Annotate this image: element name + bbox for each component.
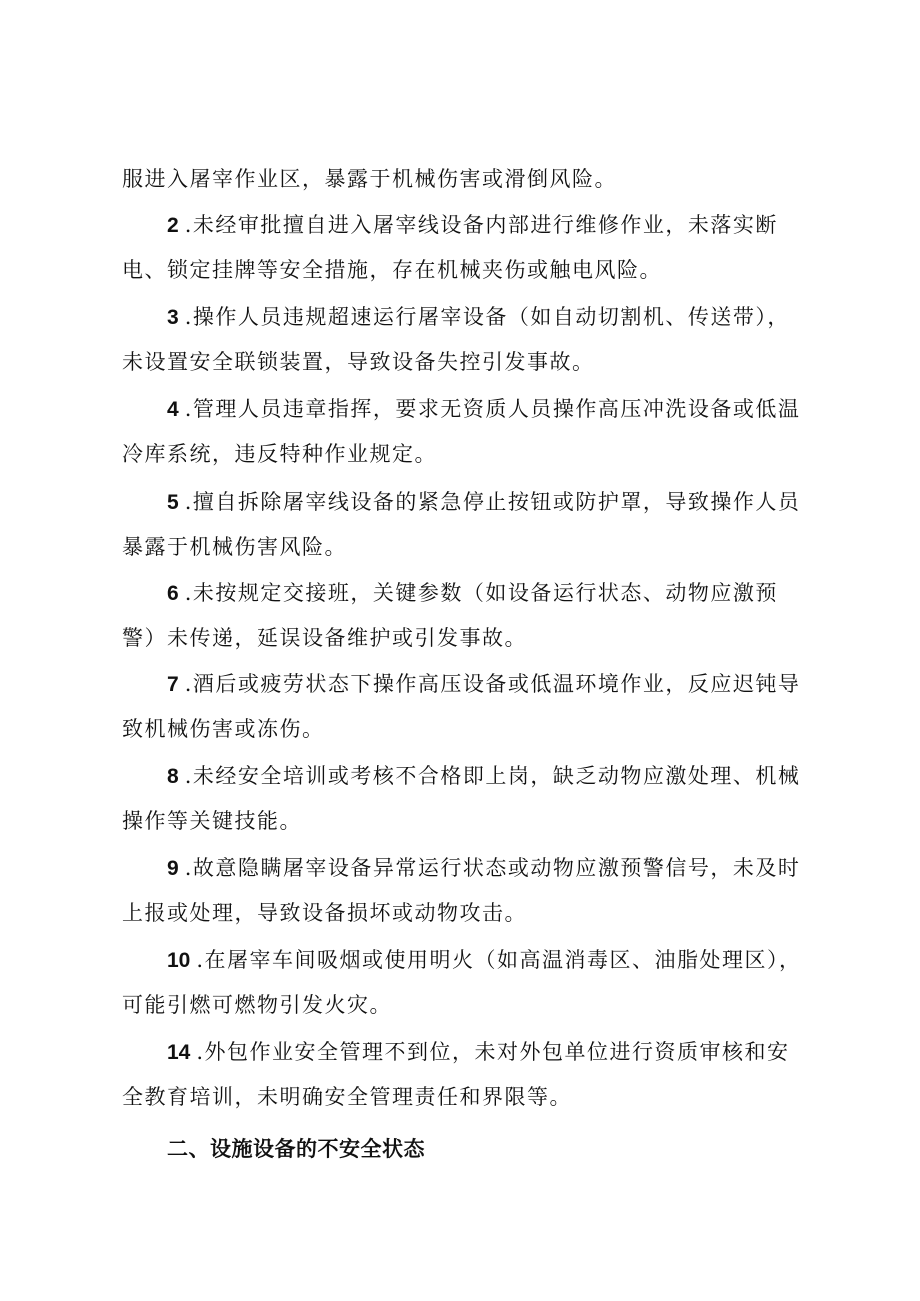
item-text: .未经安全培训或考核不合格即上岗，缺乏动物应激处理、机械操作等关键技能。 — [122, 764, 801, 833]
item-number: 14 — [167, 1041, 191, 1064]
item-text: .擅自拆除屠宰线设备的紧急停止按钮或防护罩，导致操作人员暴露于机械伤害风险。 — [122, 490, 801, 559]
list-item-5 — [122, 480, 812, 570]
item-text: .故意隐瞒屠宰设备异常运行状态或动物应激预警信号，未及时上报或处理，导致设备损坏或动物攻击。 — [122, 856, 801, 925]
item-text: .酒后或疲劳状态下操作高压设备或低温环境作业，反应迟钝导致机械伤害或冻伤。 — [122, 672, 801, 741]
list-item-6 — [122, 571, 812, 661]
item-number: 3 — [167, 306, 179, 329]
item-number: 9 — [167, 857, 179, 880]
item-text: .操作人员违规超速运行屠宰设备（如自动切割机、传送带），未设置安全联锁装置，导致设备失控引发事故。 — [122, 305, 790, 374]
item-text: .管理人员违章指挥，要求无资质人员操作高压冲洗设备或低温冷库系统，违反特种作业规定。 — [122, 397, 801, 466]
item-number: 10 — [167, 949, 191, 972]
item-text: .未按规定交接班，关键参数（如设备运行状态、动物应激预警）未传递，延误设备维护或引发事故。 — [122, 581, 778, 650]
section-heading: 二、设施设备的不安全状态 — [167, 1137, 425, 1161]
list-item-8 — [122, 754, 812, 844]
item-text: .在屠宰车间吸烟或使用明火（如高温消毒区、油脂处理区），可能引燃可燃物引发火灾。 — [122, 948, 802, 1017]
item-number: 6 — [167, 582, 179, 605]
list-item-14 — [122, 1030, 812, 1120]
list-item-10 — [122, 938, 812, 1028]
paragraph-continuation — [122, 157, 812, 202]
item-text: .未经审批擅自进入屠宰线设备内部进行维修作业，未落实断电、锁定挂牌等安全措施，存在机械夹伤或触电风险。 — [122, 213, 778, 282]
item-number: 7 — [167, 673, 179, 696]
list-item-3 — [122, 295, 812, 385]
item-number: 4 — [167, 398, 179, 421]
item-number: 8 — [167, 765, 179, 788]
paragraph-text: 服进入屠宰作业区，暴露于机械伤害或滑倒风险。 — [122, 167, 617, 191]
list-item-9 — [122, 846, 812, 936]
list-item-7 — [122, 662, 812, 752]
item-text: .外包作业安全管理不到位，未对外包单位进行资质审核和安全教育培训，未明确安全管理责任和界限等。 — [122, 1040, 790, 1109]
list-item-4 — [122, 387, 812, 477]
item-number: 5 — [167, 491, 179, 514]
list-item-2 — [122, 203, 812, 293]
item-number: 2 — [167, 214, 179, 237]
